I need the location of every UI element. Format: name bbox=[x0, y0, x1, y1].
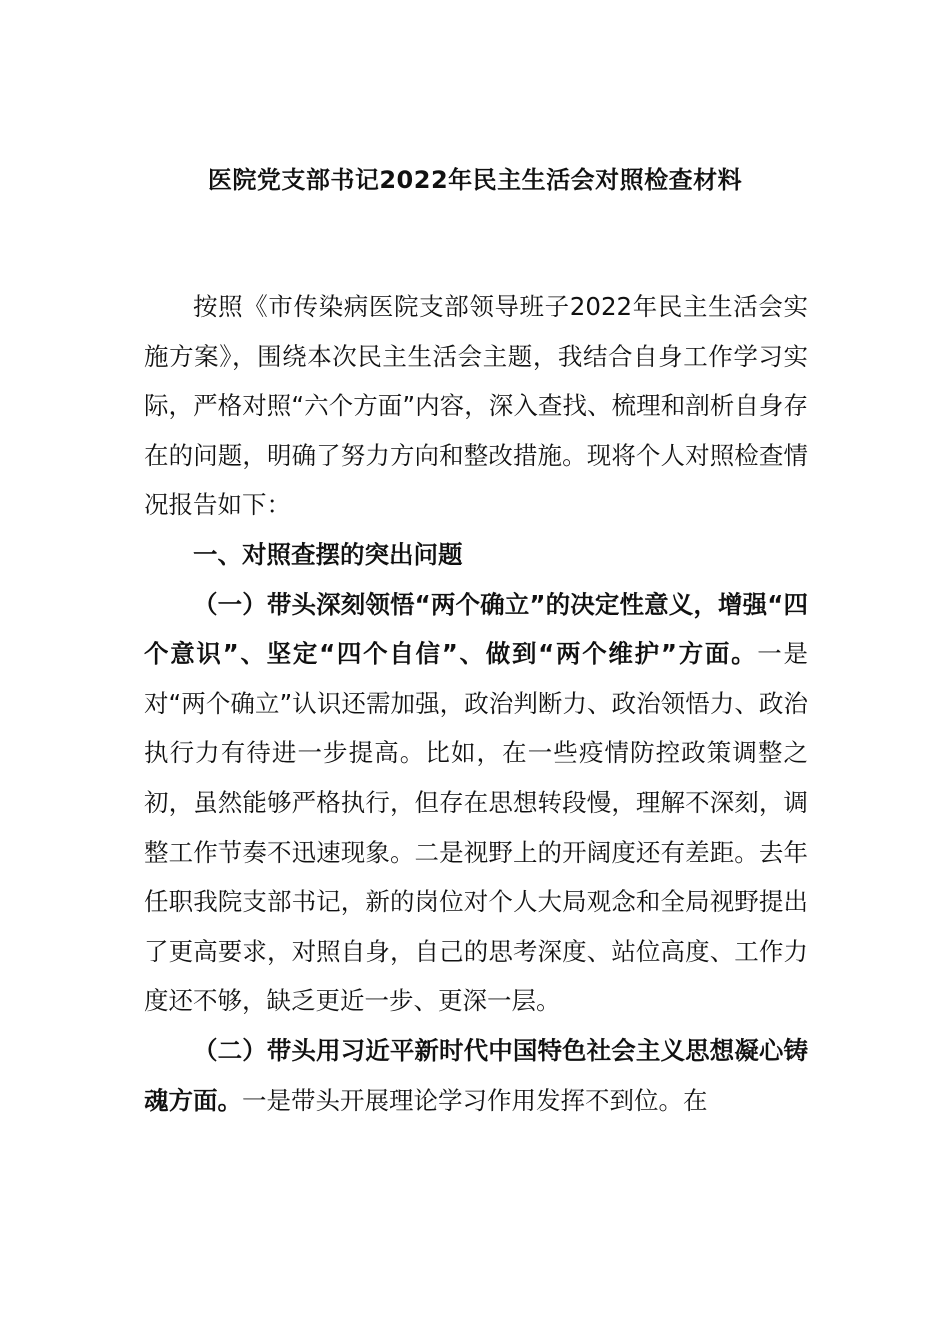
item-1-body: 一是对“两个确立”认识还需加强，政治判断力、政治领悟力、政治执行力有待进一步提高。比如，在一些疫情防控政策调整之初，虽然能够严格执行，但存在思想转段慢，理解不深刻，调整工作节奏不迅速现象。二是视野上的开阔度还有差距。去年任职我院支部书记，新的岗位对个人大局观念和全局视野提出了更高要求，对照自身，自己的思考深度、站位高度、工作力度还不够，缺乏更近一步、更深一层。 bbox=[144, 639, 809, 1016]
item-2-heading: （二）带头用习近平新时代中国特色社会主义思想凝心铸魂方面。 bbox=[144, 1035, 808, 1115]
item-2-body: 一是带头开展理论学习作用发挥不到位。在 bbox=[242, 1085, 708, 1115]
section-heading-1: 一、对照查摆的突出问题 bbox=[193, 539, 463, 569]
item-1-heading: （一）带头深刻领悟“两个确立”的决定性意义，增强“四个意识”、坚定“四个自信”、做到“两个维护”方面。 bbox=[144, 589, 808, 669]
document-body bbox=[144, 282, 808, 1125]
document-title: 医院党支部书记2022年民主生活会对照检查材料 bbox=[207, 166, 743, 194]
item-2-paragraph bbox=[144, 1026, 808, 1125]
item-1-paragraph bbox=[144, 580, 808, 1026]
intro-paragraph: 按照《市传染病医院支部领导班子2022年民主生活会实施方案》，围绕本次民主生活会主题，我结合自身工作学习实际，严格对照“六个方面”内容，深入查找、梳理和剖析自身存在的问题，明确了努力方向和整改措施。现将个人对照检查情况报告如下： bbox=[144, 292, 808, 520]
